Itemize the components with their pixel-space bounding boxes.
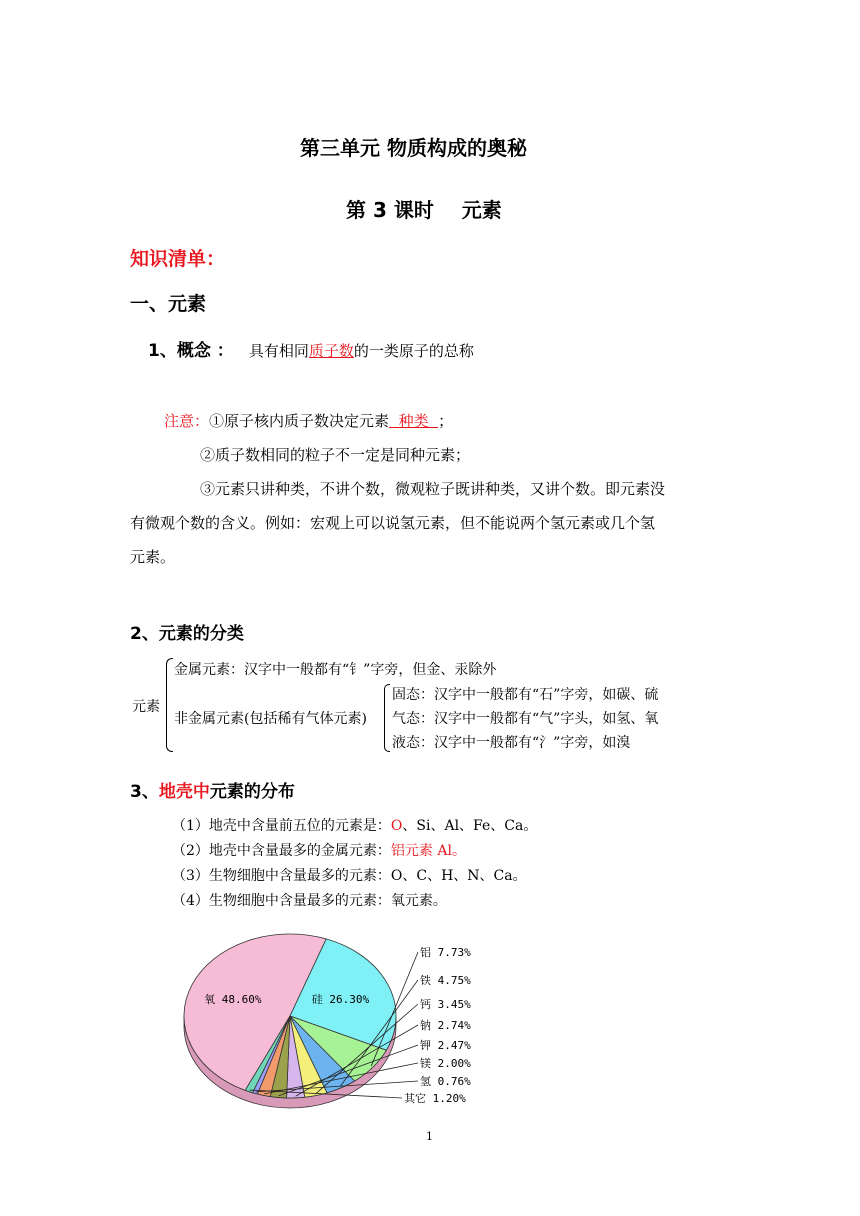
note-label: 注意： bbox=[164, 412, 210, 430]
pie-label-7: 镁 2.00% bbox=[420, 1057, 471, 1070]
pie-label-9: 其它 1.20% bbox=[404, 1092, 466, 1105]
section1-heading: 一、元素 bbox=[130, 293, 207, 315]
note2-line: ②质子数相同的粒子不一定是同种元素； bbox=[200, 446, 471, 464]
pie-label-6: 钾 2.47% bbox=[420, 1039, 471, 1052]
solid-description: 固态：汉字中一般都有“石”字旁，如碳、硫 bbox=[392, 687, 659, 703]
pie-label-0: 氧 48.60% bbox=[204, 992, 262, 1006]
crust-item3: （3）生物细胞中含量最多的元素：O、C、H、N、Ca。 bbox=[172, 868, 527, 884]
metal-description: 金属元素：汉字中一般都有“钅”字旁，但金、汞除外 bbox=[174, 662, 497, 678]
section3-heading-red: 地壳中 bbox=[158, 782, 210, 802]
concept-red: 质子数 bbox=[308, 342, 354, 360]
pie-label-3: 铁 4.75% bbox=[420, 974, 471, 987]
note1-pre: ①原子核内质子数决定元素 bbox=[209, 412, 390, 430]
concept-label: 1、概念 ： bbox=[148, 341, 234, 361]
crust-item1-post: 、Si、Al、Fe、Ca。 bbox=[402, 818, 538, 834]
page-number: 1 bbox=[426, 1130, 433, 1143]
crust-item1-red: O bbox=[390, 818, 403, 834]
pie-label-8: 氢 0.76% bbox=[420, 1075, 471, 1088]
section2-heading: 2、元素的分类 bbox=[130, 624, 244, 644]
note1-blank: 种类 bbox=[389, 412, 439, 430]
crust-item4: （4）生物细胞中含量最多的元素：氧元素。 bbox=[172, 893, 447, 909]
note3-line2: 有微观个数的含义。例如：宏观上可以说氢元素，但不能说两个氢元素或几个氢 bbox=[130, 514, 656, 532]
knowledge-list-heading: 知识清单： bbox=[130, 248, 226, 270]
section3-heading-post: 元素的分布 bbox=[209, 782, 295, 802]
concept-pre: 具有相同 bbox=[248, 342, 309, 360]
liquid-description: 液态：汉字中一般都有“氵”字旁，如溴 bbox=[392, 735, 631, 751]
unit-title: 第三单元 物质构成的奥秘 bbox=[300, 136, 527, 160]
note3-line3: 元素。 bbox=[130, 548, 176, 566]
pie-label-4: 钙 3.45% bbox=[420, 998, 471, 1011]
classification-root: 元素 bbox=[132, 699, 160, 715]
concept-post: 的一类原子的总称 bbox=[353, 342, 474, 360]
crust-item2-pre: （2）地壳中含量最多的金属元素： bbox=[172, 843, 391, 859]
crust-item1-pre: （1）地壳中含量前五位的元素是： bbox=[172, 818, 391, 834]
section3-heading-pre: 3、 bbox=[130, 782, 159, 802]
crust-item2-red: 铝元素 Al。 bbox=[390, 843, 466, 859]
note1-post: ； bbox=[438, 412, 454, 430]
gas-description: 气态：汉字中一般都有“气”字头，如氢、氧 bbox=[392, 711, 659, 727]
pie-label-2: 铝 7.73% bbox=[420, 946, 471, 959]
pie-label-5: 钠 2.74% bbox=[420, 1019, 471, 1032]
nonmetal-label: 非金属元素(包括稀有气体元素) bbox=[174, 711, 367, 727]
note3-line1: ③元素只讲种类，不讲个数，微观粒子既讲种类，又讲个数。即元素没 bbox=[200, 480, 666, 498]
lesson-title: 第 3 课时 元素 bbox=[346, 198, 502, 222]
pie-label-1: 硅 26.30% bbox=[311, 992, 370, 1006]
